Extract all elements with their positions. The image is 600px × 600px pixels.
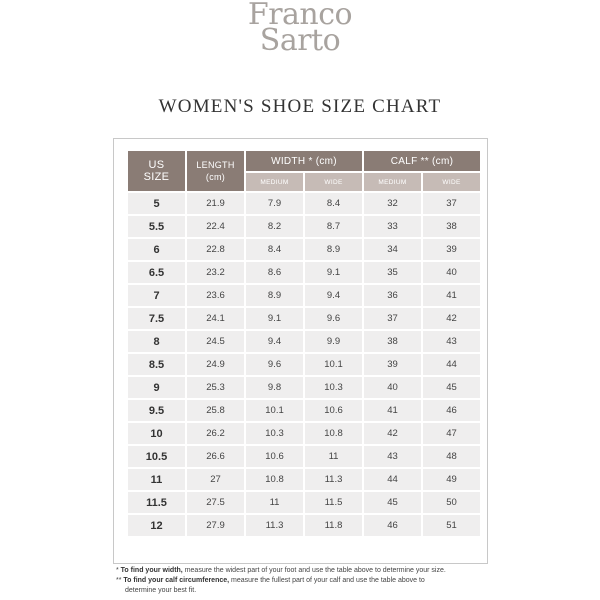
header-width-medium: MEDIUM: [246, 173, 303, 191]
cell-calf-medium: 43: [364, 446, 421, 467]
header-length: [187, 151, 244, 191]
cell-calf-wide: 45: [423, 377, 480, 398]
cell-size: 12: [128, 515, 185, 536]
cell-calf-wide: 51: [423, 515, 480, 536]
header-calf-medium: MEDIUM: [364, 173, 421, 191]
cell-size: 9: [128, 377, 185, 398]
table-row: [128, 469, 480, 490]
cell-length: 23.6: [187, 285, 244, 306]
cell-length: 24.1: [187, 308, 244, 329]
table-row: [128, 400, 480, 421]
cell-width-medium: 9.1: [246, 308, 303, 329]
cell-calf-wide: 47: [423, 423, 480, 444]
cell-length: 24.5: [187, 331, 244, 352]
header-length-line2: (cm): [205, 172, 226, 182]
header-width: WIDTH * (cm): [246, 151, 362, 171]
cell-width-medium: 9.6: [246, 354, 303, 375]
cell-calf-medium: 42: [364, 423, 421, 444]
cell-length: 26.6: [187, 446, 244, 467]
cell-length: 21.9: [187, 193, 244, 214]
header-length-line1: LENGTH: [196, 160, 235, 170]
header-calf: CALF ** (cm): [364, 151, 480, 171]
cell-length: 24.9: [187, 354, 244, 375]
cell-size: 7.5: [128, 308, 185, 329]
footnote-width-text: measure the widest part of your foot and use the table above to determine your size.: [182, 567, 446, 574]
header-calf-wide: WIDE: [423, 173, 480, 191]
cell-calf-medium: 45: [364, 492, 421, 513]
cell-calf-wide: 39: [423, 239, 480, 260]
cell-size: 5.5: [128, 216, 185, 237]
cell-width-wide: 9.1: [305, 262, 362, 283]
table-row: [128, 331, 480, 352]
cell-length: 27: [187, 469, 244, 490]
table-row: [128, 193, 480, 214]
cell-size: 11.5: [128, 492, 185, 513]
cell-calf-medium: 38: [364, 331, 421, 352]
cell-calf-wide: 46: [423, 400, 480, 421]
table-row: [128, 354, 480, 375]
cell-calf-medium: 39: [364, 354, 421, 375]
cell-width-medium: 10.6: [246, 446, 303, 467]
footnote-width-bold: To find your width,: [120, 567, 183, 574]
cell-length: 25.3: [187, 377, 244, 398]
footnotes: [116, 566, 496, 596]
cell-width-wide: 9.6: [305, 308, 362, 329]
cell-width-medium: 9.4: [246, 331, 303, 352]
table-row: [128, 377, 480, 398]
header-us-size-line2: SIZE: [143, 171, 170, 183]
table-row: [128, 446, 480, 467]
cell-calf-medium: 32: [364, 193, 421, 214]
cell-width-medium: 10.8: [246, 469, 303, 490]
cell-width-wide: 9.9: [305, 331, 362, 352]
cell-size: 7: [128, 285, 185, 306]
cell-size: 5: [128, 193, 185, 214]
cell-width-wide: 8.4: [305, 193, 362, 214]
cell-length: 22.4: [187, 216, 244, 237]
cell-calf-medium: 37: [364, 308, 421, 329]
cell-width-wide: 10.8: [305, 423, 362, 444]
cell-width-wide: 9.4: [305, 285, 362, 306]
cell-size: 10: [128, 423, 185, 444]
cell-width-medium: 7.9: [246, 193, 303, 214]
footnote-calf-text: measure the fullest part of your calf and use the table above to: [229, 577, 425, 584]
cell-length: 26.2: [187, 423, 244, 444]
cell-width-medium: 8.4: [246, 239, 303, 260]
cell-calf-wide: 38: [423, 216, 480, 237]
cell-calf-medium: 33: [364, 216, 421, 237]
cell-calf-medium: 46: [364, 515, 421, 536]
cell-calf-wide: 43: [423, 331, 480, 352]
brand-logo-line2: Sarto: [259, 23, 341, 58]
cell-calf-medium: 34: [364, 239, 421, 260]
cell-calf-medium: 44: [364, 469, 421, 490]
cell-width-medium: 10.3: [246, 423, 303, 444]
cell-calf-wide: 49: [423, 469, 480, 490]
cell-length: 27.5: [187, 492, 244, 513]
cell-calf-medium: 41: [364, 400, 421, 421]
footnote-calf-bold: To find your calf circumference,: [123, 577, 230, 584]
cell-width-wide: 8.7: [305, 216, 362, 237]
header-us-size-line1: US: [148, 159, 165, 171]
cell-calf-wide: 37: [423, 193, 480, 214]
cell-calf-wide: 44: [423, 354, 480, 375]
cell-width-wide: 11.5: [305, 492, 362, 513]
table-row: [128, 216, 480, 237]
cell-calf-wide: 40: [423, 262, 480, 283]
cell-width-medium: 8.6: [246, 262, 303, 283]
cell-size: 6.5: [128, 262, 185, 283]
cell-width-wide: 11.3: [305, 469, 362, 490]
cell-calf-wide: 50: [423, 492, 480, 513]
cell-width-medium: 11.3: [246, 515, 303, 536]
cell-width-medium: 10.1: [246, 400, 303, 421]
table-row: [128, 239, 480, 260]
cell-width-wide: 10.3: [305, 377, 362, 398]
brand-logo-line1: Franco: [247, 0, 353, 32]
cell-calf-wide: 48: [423, 446, 480, 467]
cell-length: 22.8: [187, 239, 244, 260]
page-title: WOMEN'S SHOE SIZE CHART: [158, 96, 442, 117]
header-us-size: [128, 151, 185, 191]
cell-width-wide: 8.9: [305, 239, 362, 260]
cell-size: 11: [128, 469, 185, 490]
header-width-wide: WIDE: [305, 173, 362, 191]
cell-size: 8: [128, 331, 185, 352]
cell-width-wide: 11: [305, 446, 362, 467]
table-row: [128, 515, 480, 536]
table-row: [128, 285, 480, 306]
footnote-calf: [116, 576, 496, 586]
cell-width-medium: 11: [246, 492, 303, 513]
cell-width-medium: 8.2: [246, 216, 303, 237]
cell-width-medium: 9.8: [246, 377, 303, 398]
cell-length: 27.9: [187, 515, 244, 536]
cell-calf-wide: 41: [423, 285, 480, 306]
footnote-width-marker: *: [116, 567, 121, 574]
cell-size: 10.5: [128, 446, 185, 467]
size-chart-panel: [113, 138, 488, 564]
cell-calf-medium: 36: [364, 285, 421, 306]
cell-width-medium: 8.9: [246, 285, 303, 306]
cell-width-wide: 10.6: [305, 400, 362, 421]
table-row: [128, 308, 480, 329]
cell-size: 9.5: [128, 400, 185, 421]
footnote-calf-continued: determine your best fit.: [125, 587, 197, 594]
cell-size: 8.5: [128, 354, 185, 375]
table-row: [128, 423, 480, 444]
table-row: [128, 492, 480, 513]
cell-length: 23.2: [187, 262, 244, 283]
cell-calf-medium: 35: [364, 262, 421, 283]
cell-width-wide: 11.8: [305, 515, 362, 536]
size-chart-table: [126, 149, 482, 538]
cell-size: 6: [128, 239, 185, 260]
footnote-width: [116, 566, 496, 576]
cell-calf-medium: 40: [364, 377, 421, 398]
table-row: [128, 262, 480, 283]
cell-calf-wide: 42: [423, 308, 480, 329]
footnote-calf-marker: **: [116, 577, 124, 584]
cell-width-wide: 10.1: [305, 354, 362, 375]
cell-length: 25.8: [187, 400, 244, 421]
